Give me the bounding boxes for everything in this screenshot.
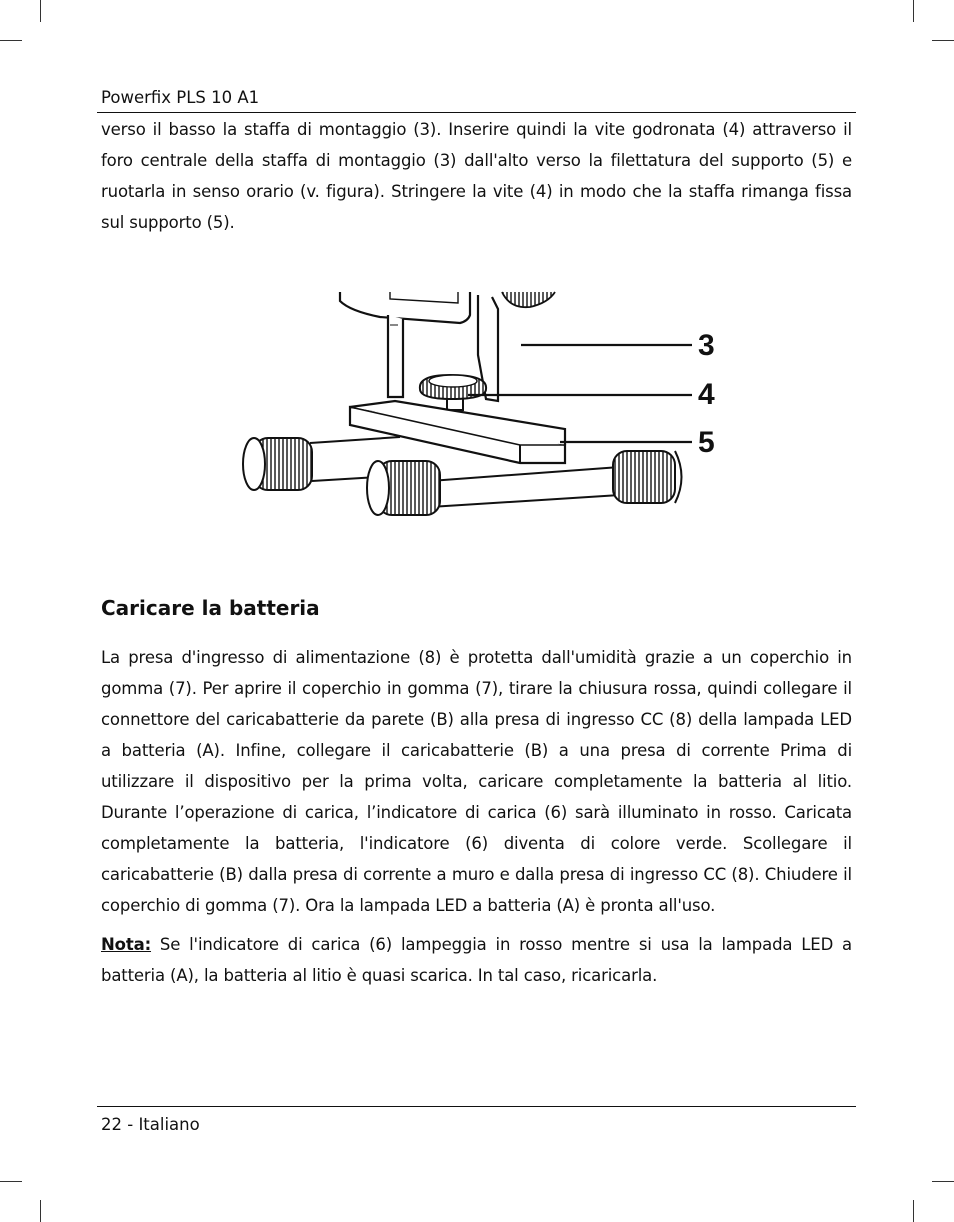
crop-mark [913,1200,914,1222]
note-text: Se l'indicatore di carica (6) lampeggia in rosso mentre si usa la lampada LED a batteria (A), la batteria al litio è quasi scarica. In tal caso, ricaricarla. [101,935,852,985]
stand-drawing [230,285,730,535]
note-paragraph [101,929,852,991]
section-heading: Caricare la batteria [101,596,320,620]
page-number: 22 - Italiano [101,1115,200,1134]
crop-mark [0,40,22,41]
crop-mark [40,0,41,22]
crop-mark [0,1181,22,1182]
callout-label: 5 [698,425,715,459]
running-header: Powerfix PLS 10 A1 [101,88,260,107]
intro-paragraph: verso il basso la staffa di montaggio (3). Inserire quindi la vite godronata (4) attraverso il foro centrale della staffa di montaggio (3) dall'alto verso la filettatura del supporto (5) e ruotarla in senso orario (v. figura). Stringere la vite (4) in modo che la staffa rimanga fissa sul supporto (5). [101,120,852,232]
charging-paragraph: La presa d'ingresso di alimentazione (8) è protetta dall'umidità grazie a un coperchio in gomma (7). Per aprire il coperchio in gomma (7), tirare la chiusura rossa, quindi collegare il connettore del caricabatterie da parete (B) alla presa di ingresso CC (8) della lampada LED a batteria (A). Infine, collegare il caricabatterie (B) a una presa di corrente Prima di utilizzare il dispositivo per la prima volta, caricare completamente la batteria al litio. Durante l’operazione di carica, l’indicatore di carica (6) sarà illuminato in rosso. Caricata completamente la batteria, l'indicatore (6) diventa di colore verde. Scollegare il caricabatterie (B) dalla presa di corrente a muro e dalla presa di ingresso CC (8). Chiudere il coperchio di gomma (7). Ora la lampada LED a batteria (A) è pronta all'uso. [101,648,852,915]
header-rule [97,112,856,113]
callout-label: 3 [698,328,715,362]
footer-rule [97,1106,856,1107]
note-label: Nota: [101,935,152,954]
crop-mark [932,40,954,41]
mounting-illustration [230,285,730,535]
crop-mark [913,0,914,22]
callout-label: 4 [698,377,715,411]
crop-mark [40,1200,41,1222]
crop-mark [932,1181,954,1182]
